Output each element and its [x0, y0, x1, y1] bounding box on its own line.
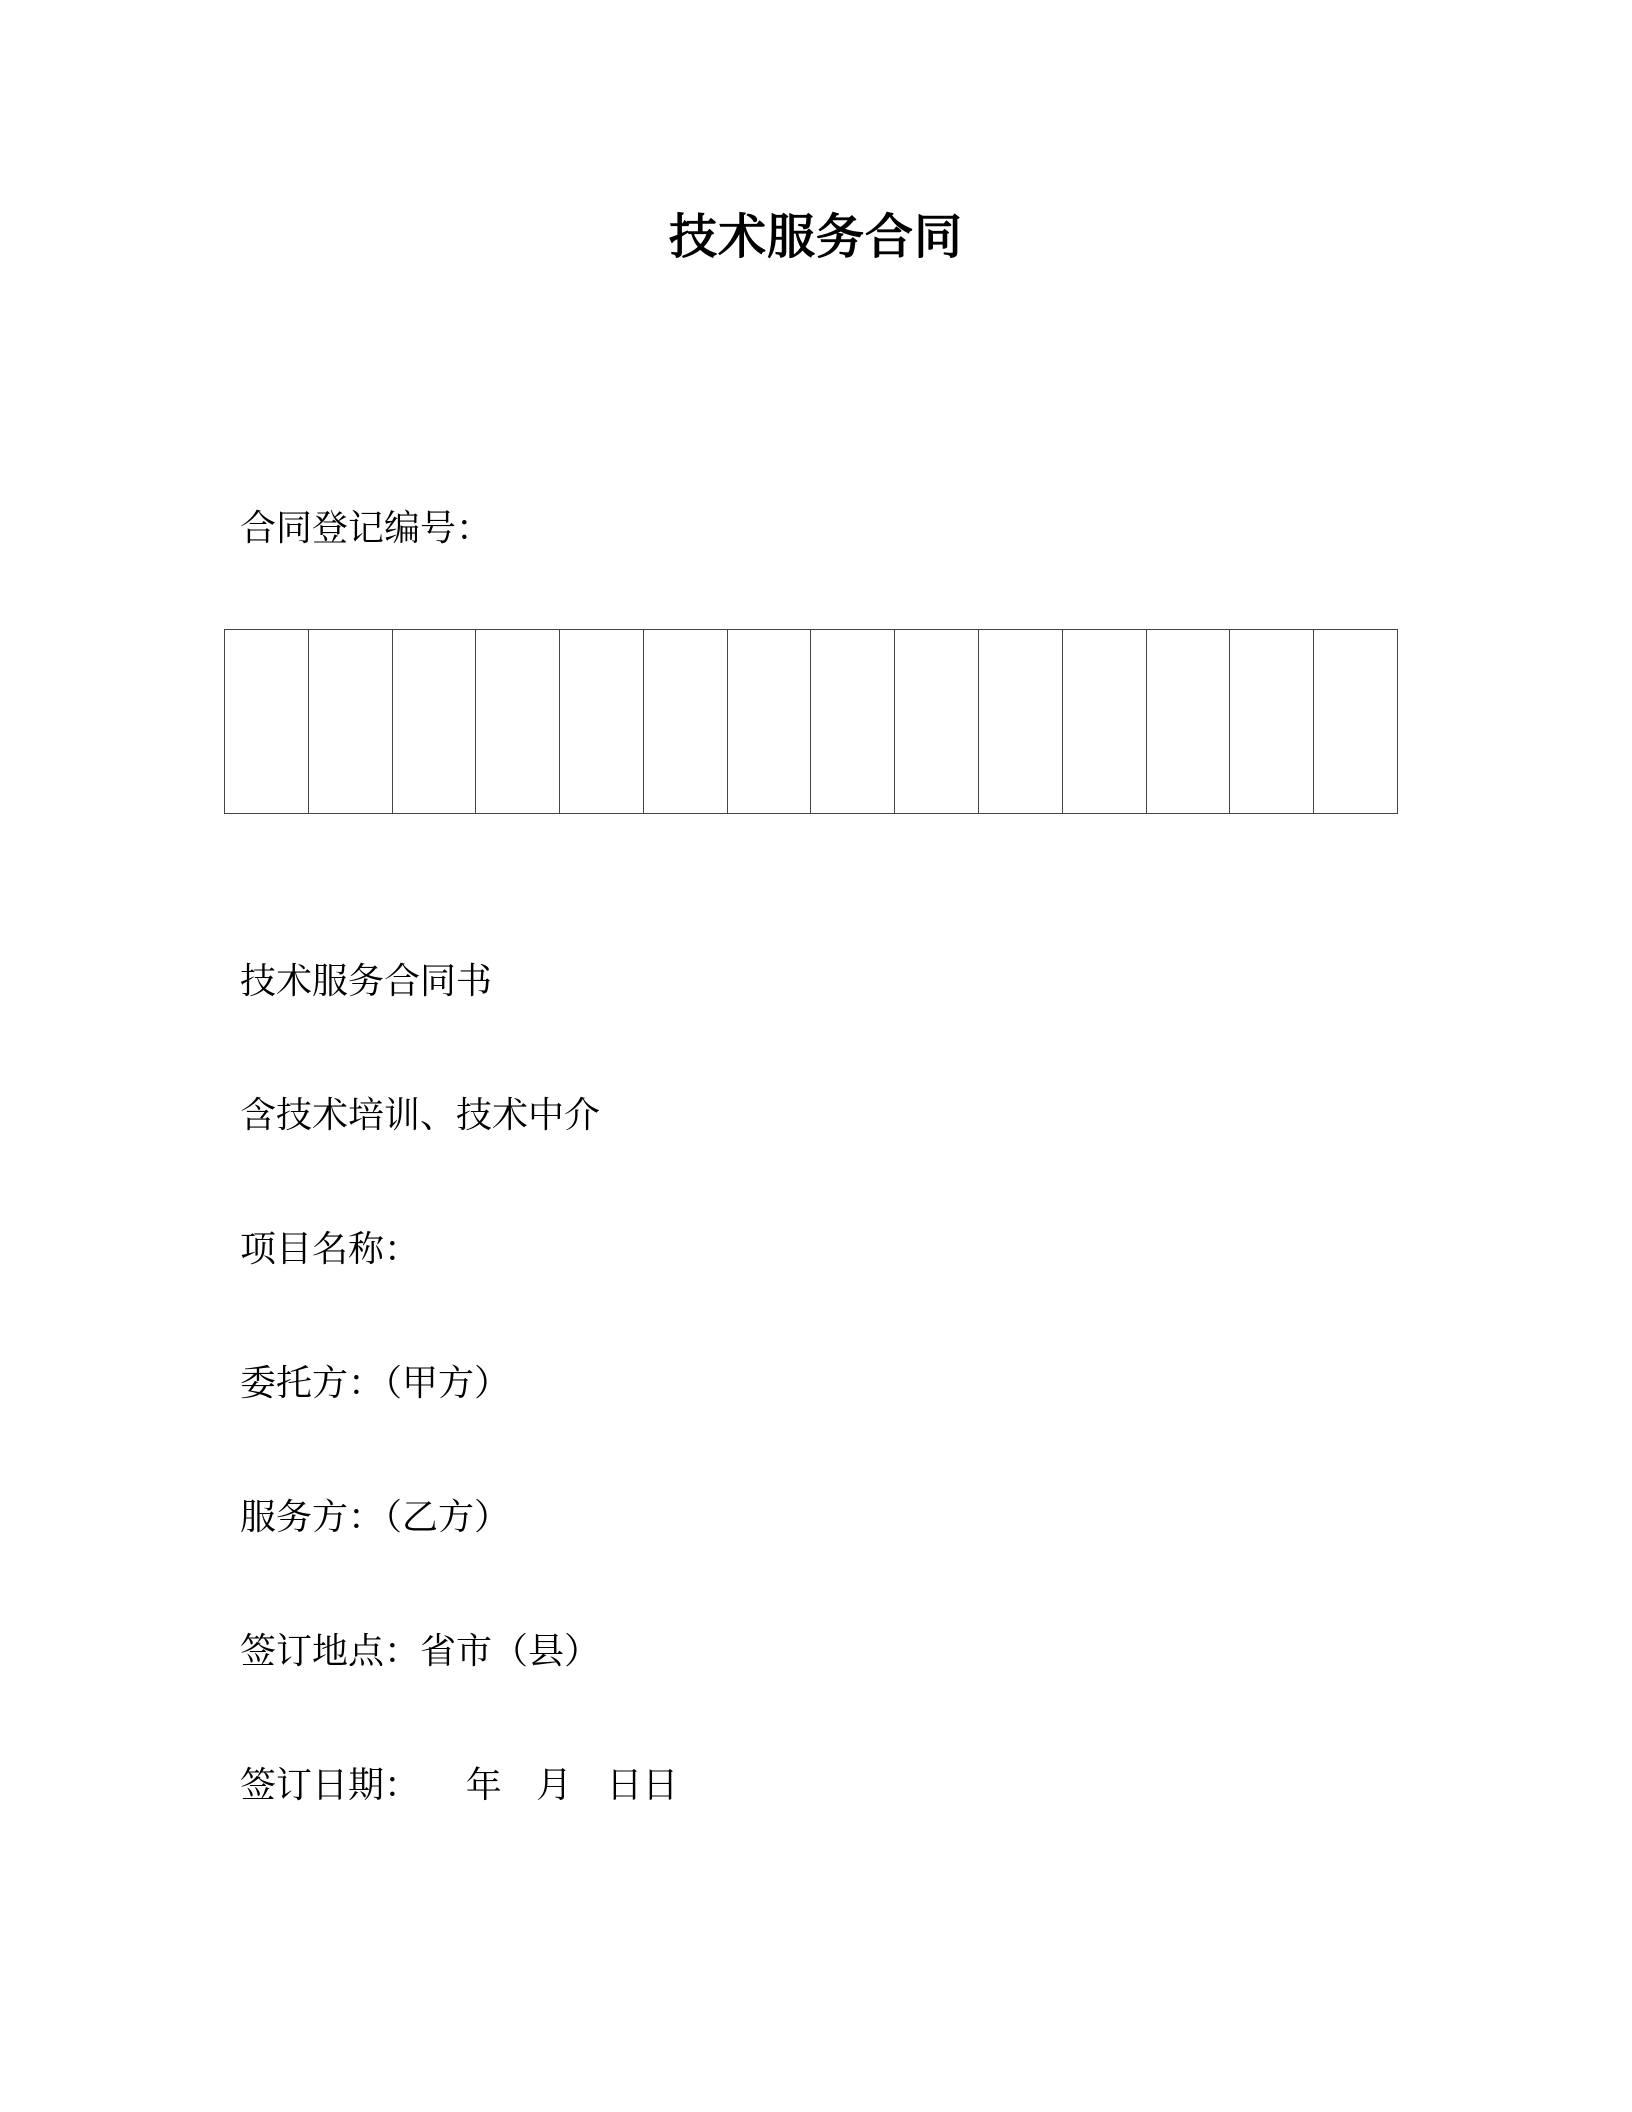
client-party-field: 委托方：（甲方） — [240, 1363, 511, 1404]
registration-digit-box[interactable] — [1313, 630, 1397, 813]
registration-digit-box[interactable] — [727, 630, 811, 813]
service-party-field: 服务方：（乙方） — [240, 1497, 511, 1538]
registration-digit-box[interactable] — [1062, 630, 1146, 813]
registration-digit-box[interactable] — [894, 630, 978, 813]
signing-date-field: 签订日期： 年 月 日日 — [240, 1765, 679, 1806]
registration-digit-box[interactable] — [225, 630, 308, 813]
registration-digit-box[interactable] — [475, 630, 559, 813]
project-name-field: 项目名称： — [240, 1229, 421, 1270]
signing-location-field: 签订地点：省市（县） — [240, 1631, 601, 1672]
registration-digit-box[interactable] — [1229, 630, 1313, 813]
contract-book-heading: 技术服务合同书 — [240, 961, 493, 1002]
registration-digit-box[interactable] — [392, 630, 476, 813]
registration-number-label: 合同登记编号： — [240, 508, 493, 549]
registration-digit-box[interactable] — [643, 630, 727, 813]
registration-digit-box[interactable] — [1146, 630, 1230, 813]
registration-digit-box[interactable] — [810, 630, 894, 813]
contract-scope-line: 含技术培训、技术中介 — [240, 1095, 601, 1136]
registration-digit-box[interactable] — [559, 630, 643, 813]
document-title: 技术服务合同 — [668, 209, 963, 265]
registration-digit-box[interactable] — [308, 630, 392, 813]
registration-number-boxes — [224, 629, 1398, 814]
registration-digit-box[interactable] — [978, 630, 1062, 813]
